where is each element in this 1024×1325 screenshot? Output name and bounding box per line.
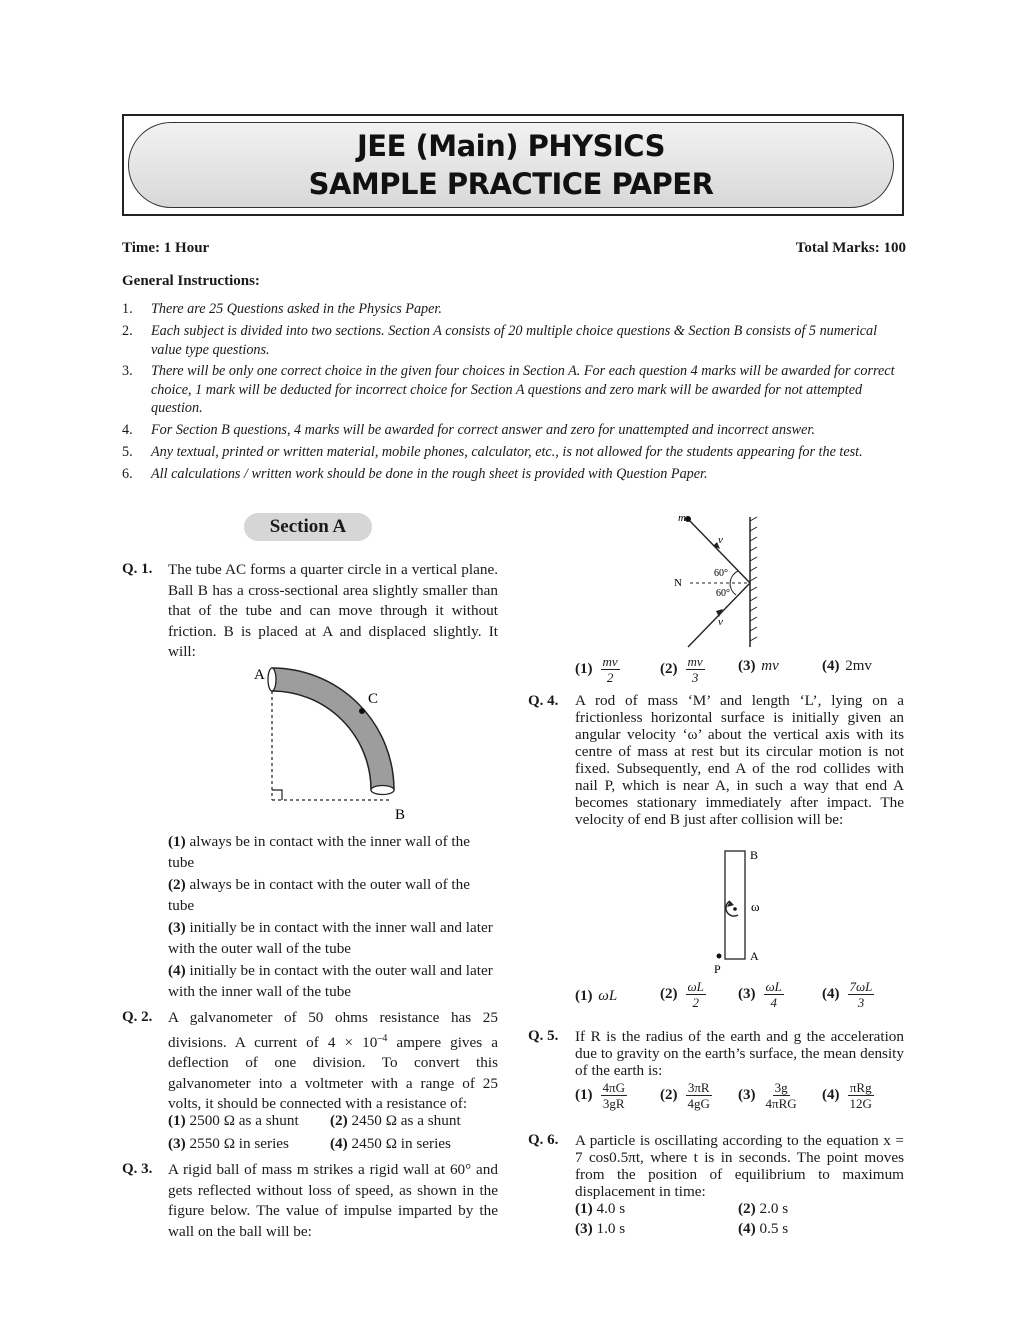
q4-option-2 xyxy=(660,979,706,1010)
q1-text: The tube AC forms a quarter circle in a vertical plane. Ball B has a cross-sectional area slightly smaller than that of the tube and can move through it without friction. B is placed at A and displaced slightly. It will: xyxy=(168,561,498,660)
q1-option-4 xyxy=(168,961,498,1002)
fraction-numerator: 3πR xyxy=(687,1080,710,1095)
q1-option-2 xyxy=(168,875,498,916)
q4-option-4 xyxy=(822,979,874,1010)
option-number: (3) xyxy=(168,919,186,936)
option-text: 0.5 s xyxy=(759,1220,789,1237)
option-number: (4) xyxy=(738,1220,756,1237)
option-number: (4) xyxy=(822,658,840,674)
option-text: mv xyxy=(761,658,779,674)
fraction-numerator: ωL xyxy=(765,979,782,994)
q1-fig-label-b: B xyxy=(395,807,406,823)
option-number: (2) xyxy=(330,1112,348,1129)
q5-option-1 xyxy=(575,1080,627,1111)
fraction-numerator: ωL xyxy=(687,979,704,994)
q3-fig-label-v2: v xyxy=(718,616,723,628)
option-number: (4) xyxy=(168,962,186,979)
q6-option-2 xyxy=(738,1200,788,1218)
option-number: (1) xyxy=(168,1112,186,1129)
q2-number: Q. 2. xyxy=(122,1009,153,1025)
option-text: initially be in contact with the inner wall and later with the outer wall of the tube xyxy=(168,919,493,957)
q3-fig-label-v1: v xyxy=(718,534,723,546)
instruction-number: 5. xyxy=(122,444,133,460)
q3-option-1 xyxy=(575,654,620,685)
fraction-denominator: 12G xyxy=(849,1096,872,1111)
q1-option-1 xyxy=(168,832,498,873)
q4-fig-label-p: P xyxy=(714,962,721,976)
instruction-number: 4. xyxy=(122,422,133,438)
q3-option-2 xyxy=(660,654,705,685)
q1-number: Q. 1. xyxy=(122,561,153,577)
q2-option-2 xyxy=(330,1111,461,1132)
option-text: 2450 Ω in series xyxy=(351,1135,451,1152)
q3-wall-figure xyxy=(660,505,770,650)
title-banner xyxy=(128,122,894,208)
option-text: ωL xyxy=(598,988,618,1004)
q3-option-3 xyxy=(738,658,779,675)
option-text: always be in contact with the inner wall of the tube xyxy=(168,833,470,871)
option-number: (3) xyxy=(738,986,756,1002)
option-number: (2) xyxy=(660,1087,678,1103)
q4-option-1 xyxy=(575,988,617,1005)
option-text: 2mv xyxy=(845,658,872,674)
option-number: (2) xyxy=(660,661,678,677)
fraction-denominator: 2 xyxy=(692,995,699,1010)
option-number: (3) xyxy=(738,1087,756,1103)
option-text: always be in contact with the outer wall of the tube xyxy=(168,876,470,914)
q3-fig-angle-1: 60° xyxy=(714,568,728,579)
fraction-numerator: mv xyxy=(602,654,618,669)
fraction-numerator: mv xyxy=(687,654,703,669)
q3-number: Q. 3. xyxy=(122,1161,153,1177)
option-number: (4) xyxy=(822,1087,840,1103)
q2-option-4 xyxy=(330,1134,451,1155)
instruction-number: 2. xyxy=(122,323,133,339)
q2-text-pre: A galvanometer of 50 ohms resistance has 25 divisions. A current of 4 × 10 xyxy=(168,1009,498,1051)
q6-number: Q. 6. xyxy=(528,1132,559,1148)
fraction-numerator: 7ωL xyxy=(849,979,873,994)
instruction-text: All calculations / written work should be done in the rough sheet is provided with Question Paper. xyxy=(151,466,708,482)
q4-number: Q. 4. xyxy=(528,693,559,709)
section-a-label: Section A xyxy=(244,513,372,541)
q3-fig-label-n: N xyxy=(674,577,682,589)
q6-text: A particle is oscillating according to the equation x = 7 cos0.5πt, where t is in seconds. The point moves from the position of equilibrium to maximum displacement in time: xyxy=(575,1132,904,1200)
option-number: (3) xyxy=(738,658,756,674)
q2-option-1 xyxy=(168,1111,299,1132)
q6-option-3 xyxy=(575,1220,625,1238)
title-line-2: SAMPLE PRACTICE PAPER xyxy=(308,167,714,201)
q3-fig-label-m: m xyxy=(678,512,686,524)
fraction-denominator: 3gR xyxy=(602,1096,625,1111)
q4-fig-label-omega: ω xyxy=(751,899,760,914)
q3-option-4 xyxy=(822,658,872,675)
instruction-number: 6. xyxy=(122,466,133,482)
instructions-heading: General Instructions: xyxy=(122,273,260,289)
q5-option-4 xyxy=(822,1080,874,1111)
time-label: Time: 1 Hour xyxy=(122,240,210,256)
option-text: 2550 Ω in series xyxy=(189,1135,289,1152)
fraction-denominator: 4 xyxy=(770,995,777,1010)
option-number: (3) xyxy=(575,1220,593,1237)
option-text: initially be in contact with the outer wall and later with the inner wall of the tube xyxy=(168,962,493,1000)
option-number: (2) xyxy=(660,986,678,1002)
total-marks-label: Total Marks: 100 xyxy=(795,240,906,256)
q2-text-post: ampere gives a deflection of one division. To convert this galvanometer into a voltmeter with a range of 25 volts, it should be connected with a resistance of: xyxy=(168,1033,498,1113)
option-number: (2) xyxy=(168,876,186,893)
q2-text xyxy=(168,1008,498,1115)
option-number: (1) xyxy=(168,833,186,850)
q1-fig-label-a: A xyxy=(254,667,265,683)
option-text: 2.0 s xyxy=(759,1200,789,1217)
instruction-text: Any textual, printed or written material, mobile phones, calculator, etc., is not allowed for the students appearing for the test. xyxy=(151,444,863,460)
q4-option-3 xyxy=(738,979,784,1010)
option-text: 2450 Ω as a shunt xyxy=(351,1112,461,1129)
fraction-denominator: 3 xyxy=(857,995,865,1010)
instruction-text: There will be only one correct choice in the given four choices in Section A. For each question 4 marks will be awarded for correct choice, 1 mark will be deducted for incorrect choice for Section A questions and zero mark will be awarded for not attempted question. xyxy=(151,363,895,416)
q4-rod-figure xyxy=(705,843,785,978)
q1-fig-label-c: C xyxy=(368,691,379,707)
fraction-numerator: πRg xyxy=(849,1080,872,1095)
fraction-denominator: 4gG xyxy=(687,1096,710,1111)
q3-fig-angle-2: 60° xyxy=(716,588,730,599)
option-number: (3) xyxy=(168,1135,186,1152)
option-number: (1) xyxy=(575,1087,593,1103)
q5-number: Q. 5. xyxy=(528,1028,559,1044)
option-number: (1) xyxy=(575,988,593,1004)
instruction-number: 1. xyxy=(122,301,133,317)
q4-fig-label-a: A xyxy=(750,949,759,963)
instruction-text: There are 25 Questions asked in the Physics Paper. xyxy=(151,301,442,317)
q1-option-3 xyxy=(168,918,498,959)
option-number: (4) xyxy=(822,986,840,1002)
option-number: (2) xyxy=(738,1200,756,1217)
instruction-number: 3. xyxy=(122,363,133,379)
option-text: 4.0 s xyxy=(596,1200,626,1217)
q5-text: If R is the radius of the earth and g the acceleration due to gravity on the earth’s surface, the mean density of the earth is: xyxy=(575,1028,904,1079)
instruction-text: Each subject is divided into two sections. Section A consists of 20 multiple choice questions & Section B consists of 5 numerical value type questions. xyxy=(151,323,878,358)
q3-text: A rigid ball of mass m strikes a rigid wall at 60° and gets reflected without loss of speed, as shown in the figure below. The value of impulse imparted by the wall on the ball will be: xyxy=(168,1161,498,1240)
q1-tube-figure xyxy=(250,660,420,825)
option-number: (4) xyxy=(330,1135,348,1152)
option-number: (1) xyxy=(575,661,593,677)
fraction-numerator: 4πG xyxy=(602,1080,625,1095)
option-text: 1.0 s xyxy=(596,1220,626,1237)
title-line-1: JEE (Main) PHYSICS xyxy=(356,129,666,163)
q2-option-3 xyxy=(168,1134,289,1155)
option-text: 2500 Ω as a shunt xyxy=(189,1112,299,1129)
option-number: (1) xyxy=(575,1200,593,1217)
q6-option-4 xyxy=(738,1220,788,1238)
fraction-denominator: 4πRG xyxy=(765,1096,797,1111)
q5-option-3 xyxy=(738,1080,799,1111)
q2-exponent: –4 xyxy=(377,1032,388,1044)
q5-option-2 xyxy=(660,1080,712,1111)
fraction-numerator: 3g xyxy=(774,1080,788,1095)
fraction-denominator: 2 xyxy=(606,670,614,685)
q4-text: A rod of mass ‘M’ and length ‘L’, lying on a frictionless horizontal surface is initially given an angular velocity ‘ω’ about the vertical axis with its centre of mass at rest but its circular motion is not fixed. Subsequently, end A of the rod collides with nail P, which is near A, in such a way that end A becomes stationary immediately after impact. The velocity of end B just after collision will be: xyxy=(575,692,904,828)
fraction-denominator: 3 xyxy=(691,670,699,685)
instruction-text: For Section B questions, 4 marks will be awarded for correct answer and zero for unattempted and incorrect answer. xyxy=(151,422,815,438)
q6-option-1 xyxy=(575,1200,625,1218)
q4-fig-label-b: B xyxy=(750,848,759,862)
